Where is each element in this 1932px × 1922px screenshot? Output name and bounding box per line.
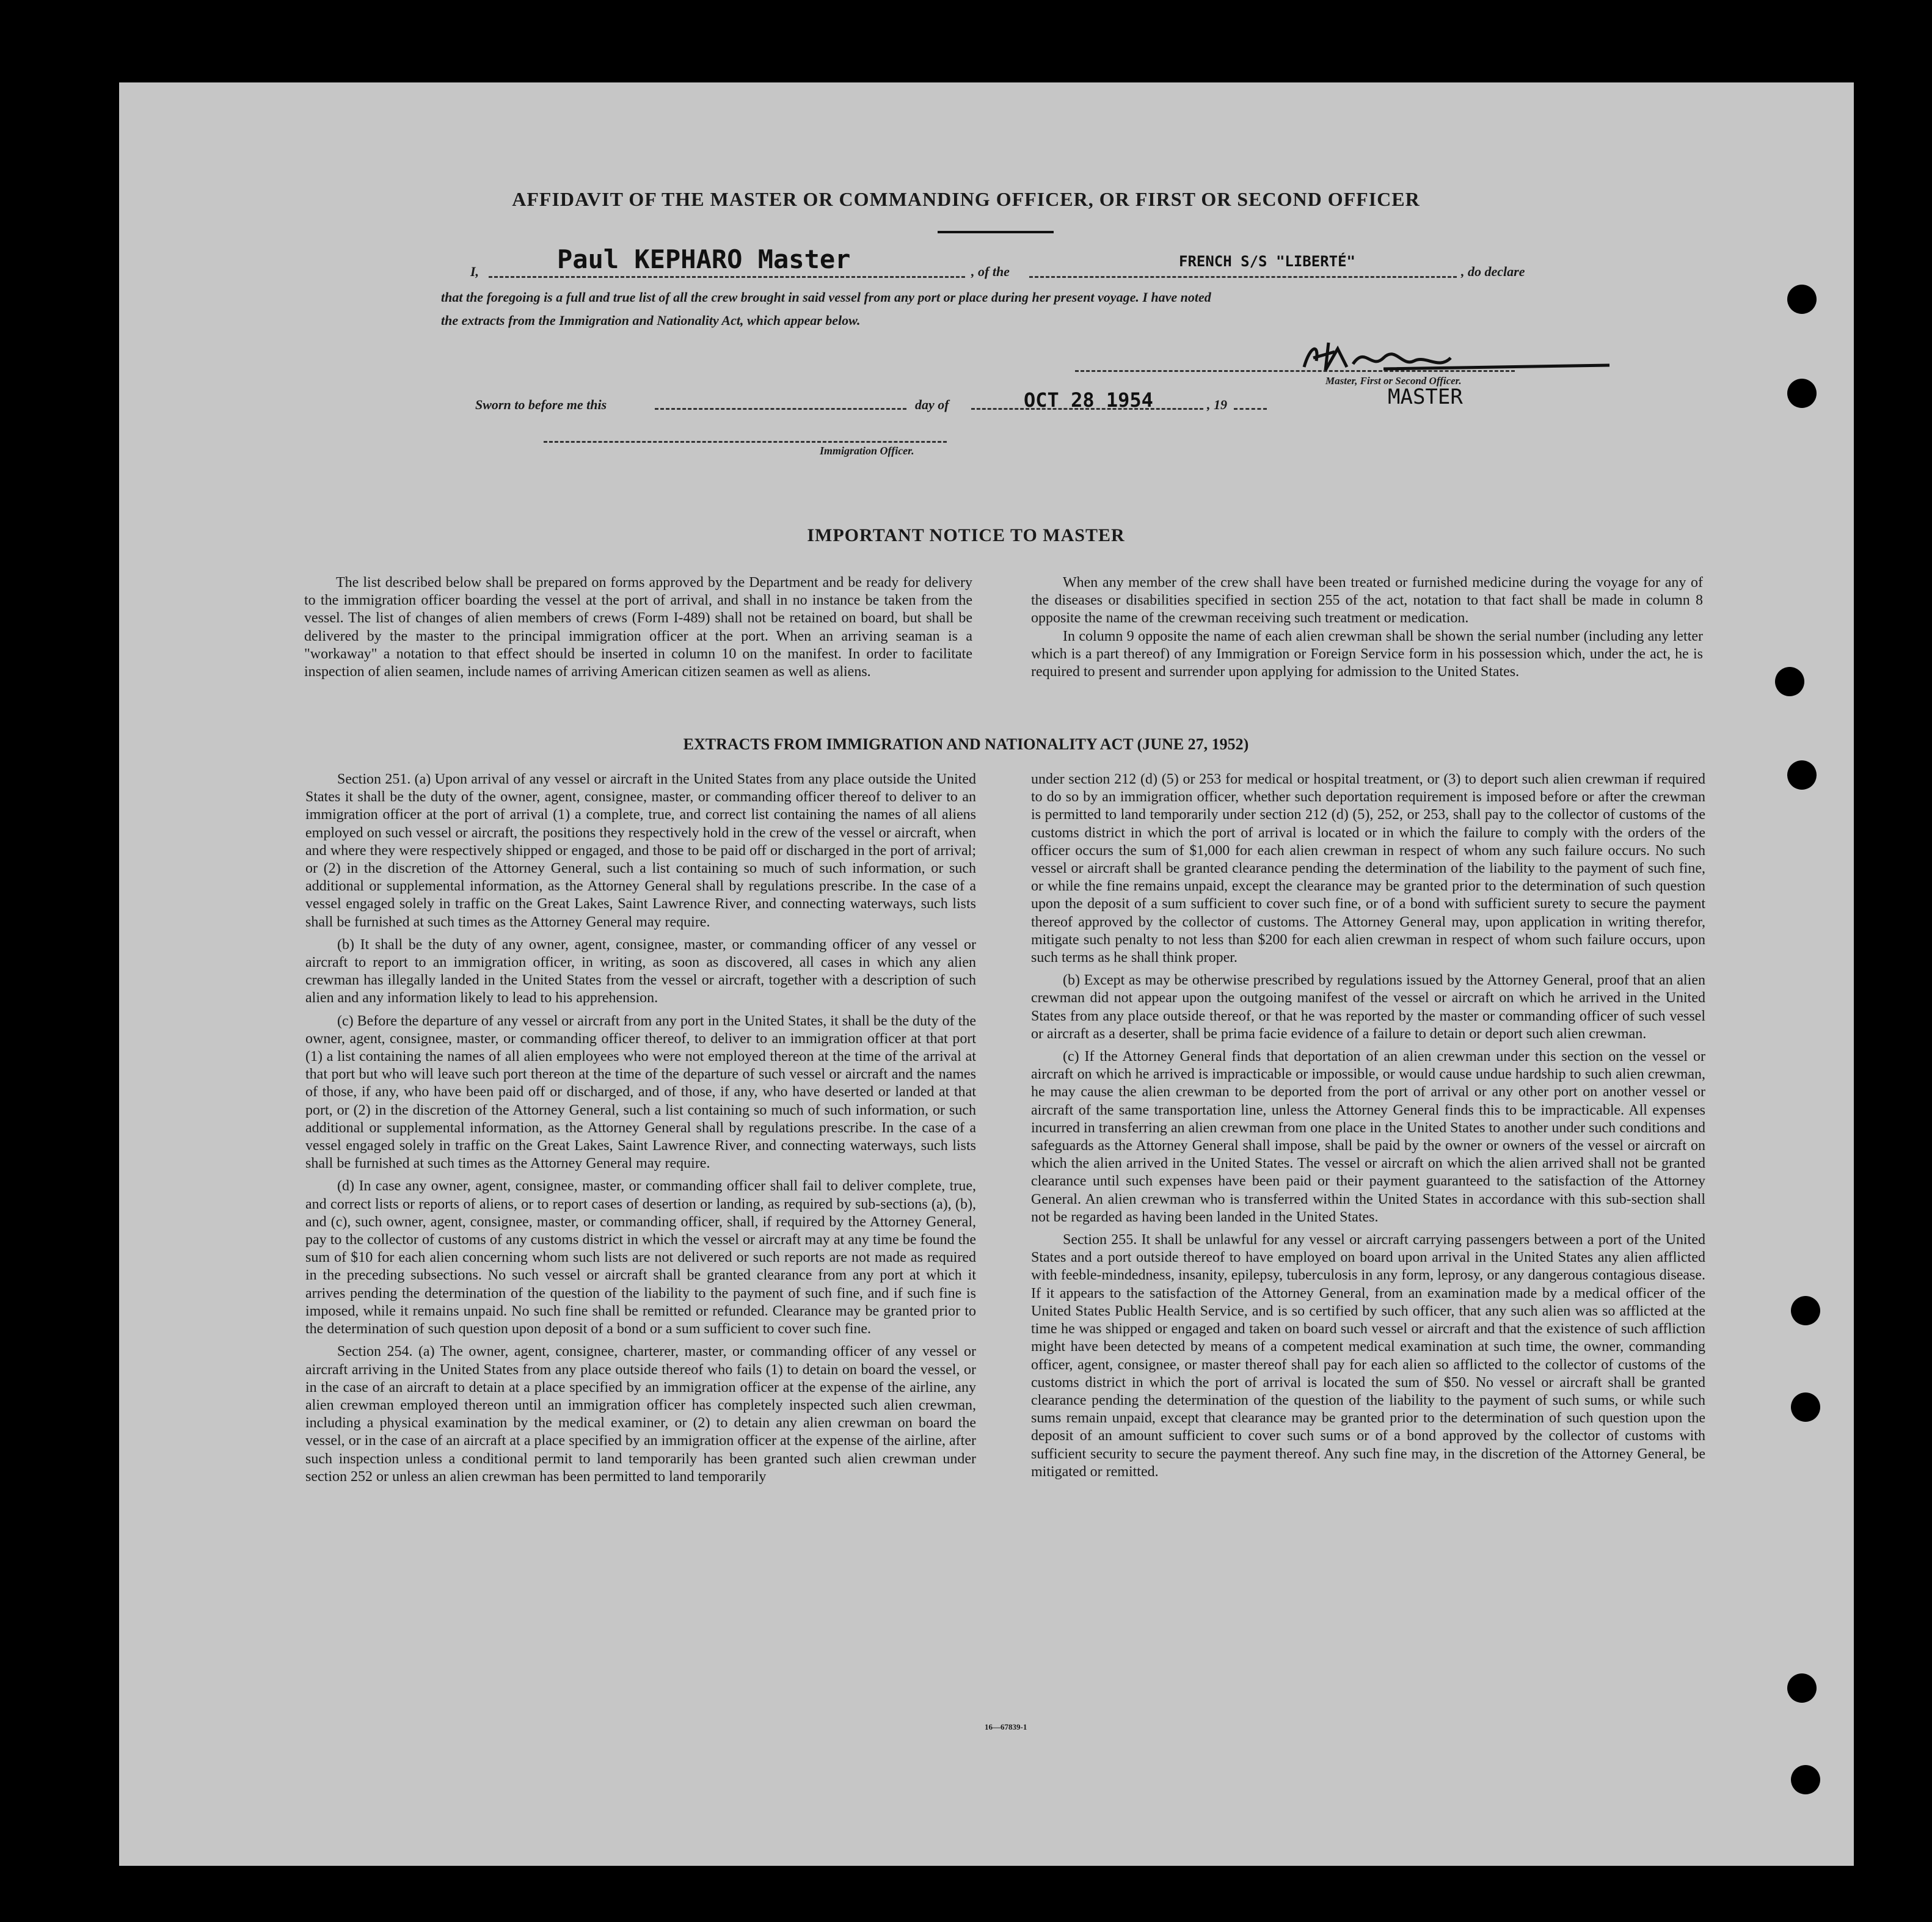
year-prefix: , 19 xyxy=(1207,397,1227,412)
binder-hole xyxy=(1787,285,1817,314)
sworn-label: Sworn to before me this xyxy=(475,397,607,412)
notice-right-paragraph-2: In column 9 opposite the name of each alien crewman shall be shown the serial number (including any letter which is a part thereof) of any Immigration or Foreign Service form in his possession which, under the act, he is required to present and surrender upon applying for admission to the United States. xyxy=(1031,628,1703,680)
notice-left-paragraph: The list described below shall be prepared on forms approved by the Department and be ready for delivery to the immigration officer boarding the vessel at the port of arrival, and shall in no instance be taken from the vessel. The list of changes of alien members of crews (Form I-489) shall not be retained on board, but shall be delivered by the master to the principal immigration officer at the port. When an arriving seaman is a "workaway" a notation to that effect should be inserted in column 10 on the manifest. In order to facilitate inspection of alien seamen, include names of arriving American citizen seamen as well as aliens. xyxy=(304,575,972,680)
binder-hole xyxy=(1787,379,1817,408)
day-of-label: day of xyxy=(915,397,949,412)
signature-caption: Master, First or Second Officer. xyxy=(1325,375,1462,387)
form-number: 16—67839-1 xyxy=(985,1722,1027,1731)
i-label: I, xyxy=(470,264,479,279)
sworn-day-line xyxy=(655,408,906,410)
master-stamp: MASTER xyxy=(1388,385,1463,409)
section-251-a: Section 251. (a) Upon arrival of any vessel or aircraft in the United States from any place outside the United States it shall be the duty of the owner, agent, consignee, master, or commanding officer thereof to deliver to an immigration officer at the port of arrival (1) a complete, true, and correct list containing the names of all aliens employed on such vessel or aircraft, the positions they respectively hold in the crew of the vessel or aircraft, when and where they were respectively shipped or engaged, and those to be paid off or discharged in the port of arrival; or (2) in the discretion of the Attorney General, such a list containing so much of such information, or such additional or supplemental information, as the Attorney General shall by regulations prescribe. In the case of a vessel engaged solely in traffic on the Great Lakes, Saint Lawrence River, and connecting waterways, such lists shall be furnished at such times as the Attorney General may require. xyxy=(305,771,976,930)
declaration-line-1: that the foregoing is a full and true list of all the crew brought in said vessel from any port or place during her present voyage. I have noted xyxy=(441,289,1211,305)
section-251-b: (b) It shall be the duty of any owner, agent, consignee, master, or commanding officer of any vessel or aircraft to report to an immigration officer, in writing, as soon as discovered, all cases in which any alien crewman has illegally landed in the United States from the vessel or aircraft, together with a description of such alien and any information likely to lead to his apprehension. xyxy=(305,936,976,1007)
section-254-b: (b) Except as may be otherwise prescribed by regulations issued by the Attorney General, proof that an alien crewman did not appear upon the outgoing manifest of the vessel or aircraft on which he arrived in the United States from any place outside thereof, or that he was reported by the master or commanding officer of such vessel or aircraft as a deserter, shall be prima facie evidence of a failure to detain or deport such alien crewman. xyxy=(1031,972,1705,1042)
binder-hole xyxy=(1791,1296,1820,1325)
vessel-name-field: FRENCH S/S "LIBERTÉ" xyxy=(1179,253,1355,270)
binder-hole xyxy=(1775,667,1804,696)
section-251-c: (c) Before the departure of any vessel or aircraft from any port in the United States, it shall be the duty of the owner, agent, consignee, master, or commanding officer thereof, to deliver to an immigration officer at that port (1) a list containing the names of all alien employees who were not employed thereon at the time of the arrival at that port but who will leave such port thereon at the time of the departure of such vessel or aircraft and the names of those, if any, who have been paid off or discharged, and of those, if any, who have deserted or landed at that port, or (2) in the discretion of the Attorney General, such a list containing so much of such information, or such additional or supplemental information, as the Attorney General shall by regulations prescribe. In the case of a vessel engaged solely in traffic on the Great Lakes, Saint Lawrence River, and connecting waterways, such lists shall be furnished at such times as the Attorney General may require. xyxy=(305,1013,976,1172)
year-field-line xyxy=(1234,408,1267,410)
notice-title: IMPORTANT NOTICE TO MASTER xyxy=(807,525,1125,545)
binder-hole xyxy=(1787,760,1817,790)
section-251-d: (d) In case any owner, agent, consignee, master, or commanding officer shall fail to deliver complete, true, and correct lists or reports of aliens, or to report cases of desertion or landing, as required by sub-sections (a), (b), and (c), such owner, agent, consignee, master, or commanding officer, shall, if required by the Attorney General, pay to the collector of customs of any customs district in which the vessel or aircraft may at any time be found the sum of $10 for each alien concerning whom such lists are not delivered or such reports are not made as required in the preceding subsections. No such vessel or aircraft shall be granted clearance from any port at which it arrives pending the determination of the question of the liability to the payment of such fine, and if such fine is imposed, while it remains unpaid. No such fine shall be remitted or refunded. Clearance may be granted prior to the determination of such question upon deposit of a bond or a sum sufficient to cover such fine. xyxy=(305,1178,976,1338)
immigration-officer-caption: Immigration Officer. xyxy=(820,445,914,457)
do-declare-label: , do declare xyxy=(1461,264,1525,279)
affidavit-title: AFFIDAVIT OF THE MASTER OR COMMANDING OFFICER, OR FIRST OR SECOND OFFICER xyxy=(512,188,1420,210)
name-field-line xyxy=(489,276,965,278)
section-255: Section 255. It shall be unlawful for any vessel or aircraft carrying passengers between a port of the United States and a port outside thereof to have employed on board upon arrival in the United States any alien afflicted with feeble-mindedness, insanity, epilepsy, tuberculosis in any form, leprosy, or any dangerous contagious disease. If it appears to the satisfaction of the Attorney General, from an examination made by a medical officer of the United States Public Health Service, and is so certified by such officer, that any such alien was so afflicted at the time he was shipped or engaged and taken on board such vessel or aircraft and that the existence of such affliction might have been detected by means of a competent medical examination at such time, the owner, commanding officer, agent, consignee, or master thereof shall pay for each alien so afflicted to the collector of customs of the customs district in which the port of arrival is located the sum of $50. No vessel or aircraft shall be granted clearance pending the determination of the question of the liability to the payment of such sums, or while such sums remain unpaid, except that clearance may be granted prior to the determination of such question upon the deposit of an amount sufficient to cover such sums or of a bond approved by the collector of customs with sufficient security to secure the payment thereof. Any such fine may, in the discretion of the Attorney General, be mitigated or remitted. xyxy=(1031,1232,1705,1480)
section-254-a-cont: under section 212 (d) (5) or 253 for medical or hospital treatment, or (3) to deport such alien crewman if required to do so by an immigration officer, whether such deportation requirement is imposed before or after the crewman is permitted to land temporarily under section 212 (d) (5), 252, or 253, shall pay to the collector of customs of the customs district in which the port of arrival is located or in which the failure to comply with the orders of the officer occurs the sum of $1,000 for each alien crewman in respect of whom any such failure occurs. No such vessel or aircraft shall be granted clearance pending the determination of the liability to the payment of such fine, or while the fine remains unpaid, except the clearance may be granted prior to the determination of such question upon the deposit of a sum sufficient to cover such fine, or of a bond with sufficient surety to secure the payment thereof approved by the collector of customs. The Attorney General may, upon application in writing therefor, mitigate such penalty to not less than $200 for each alien crewman in respect of whom such failure occurs, upon such terms as he shall think proper. xyxy=(1031,771,1705,966)
binder-hole xyxy=(1787,1673,1817,1703)
notice-right-paragraph-1: When any member of the crew shall have been treated or furnished medicine during the voyage for any of the diseases or disabilities specified in section 255 of the act, notation to that fact shall be made in column 8 opposite the name of the crewman receiving such treatment or medication. xyxy=(1031,575,1703,627)
binder-hole xyxy=(1791,1765,1820,1794)
notice-left-column xyxy=(304,574,972,681)
sworn-date-field: OCT 28 1954 xyxy=(1024,388,1153,412)
binder-hole xyxy=(1791,1392,1820,1422)
section-254-a: Section 254. (a) The owner, agent, consignee, charterer, master, or commanding officer of any vessel or aircraft arriving in the United States from any place outside thereof who fails (1) to detain on board the vessel, or in the case of an aircraft to detain at a place specified by an immigration officer at the expense of the airline, any alien crewman employed thereon until an immigration officer has completely inspected such alien crewman, including a physical examination by the medical examiner, or (2) to detain any alien crewman on board the vessel, or in the case of an aircraft at a place specified by an immigration officer at the expense of the airline, after such inspection unless a conditional permit to land temporarily has been granted such alien crewman under section 252 or unless an alien crewman has been permitted to land temporarily xyxy=(305,1344,976,1485)
immigration-officer-line xyxy=(544,441,947,443)
extracts-title: EXTRACTS FROM IMMIGRATION AND NATIONALITY ACT (JUNE 27, 1952) xyxy=(683,735,1249,753)
extracts-left-column xyxy=(305,771,976,1486)
extracts-right-column xyxy=(1031,771,1705,1481)
master-name-field: Paul KEPHARO Master xyxy=(557,244,851,274)
vessel-field-line xyxy=(1029,276,1457,278)
section-254-c: (c) If the Attorney General finds that deportation of an alien crewman under this section on the vessel or aircraft on which he arrived is impracticable or impossible, or would cause undue hardship to such alien crewman, he may cause the alien crewman to be deported from the port of arrival or any other port on another vessel or aircraft of the same transportation line, unless the Attorney General finds this to be impracticable. All expenses incurred in transferring an alien crewman from one place in the United States to another under such conditions and safeguards as the Attorney General shall impose, shall be paid by the owner or owners of the vessel or aircraft on which the alien arrived in the United States. The vessel or aircraft on which the alien arrived shall not be granted clearance until such expenses have been paid or their payment guaranteed to the satisfaction of the Attorney General. An alien crewman who is transferred within the United States in accordance with this sub-section shall not be regarded as having been landed in the United States. xyxy=(1031,1049,1705,1225)
of-the-label: , of the xyxy=(971,264,1010,279)
title-rule xyxy=(938,231,1054,233)
notice-right-column xyxy=(1031,574,1703,681)
declaration-line-2: the extracts from the Immigration and Nationality Act, which appear below. xyxy=(441,313,861,328)
